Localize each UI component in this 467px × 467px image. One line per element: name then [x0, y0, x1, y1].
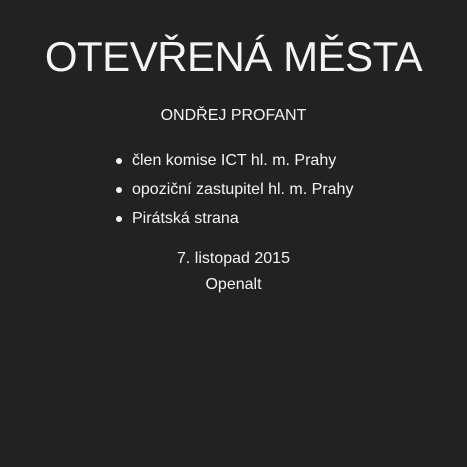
bullet-list	[116, 146, 353, 233]
bullet-item	[116, 146, 353, 175]
event-name: Openalt	[205, 276, 262, 293]
bullet-text: Pirátská strana	[132, 209, 239, 227]
bullet-text: opoziční zastupitel hl. m. Prahy	[132, 180, 354, 198]
bullet-item	[116, 204, 353, 233]
bullet-icon	[116, 216, 122, 222]
bullet-icon	[116, 158, 122, 164]
event-date: 7. listopad 2015	[177, 250, 290, 267]
bullet-icon	[116, 187, 122, 193]
author-name: ONDŘEJ PROFANT	[160, 107, 307, 124]
event-info	[0, 246, 467, 298]
bullet-text: člen komise ICT hl. m. Prahy	[132, 151, 337, 169]
slide-title: OTEVŘENÁ MĚSTA	[44, 33, 423, 80]
bullet-item	[116, 175, 353, 204]
